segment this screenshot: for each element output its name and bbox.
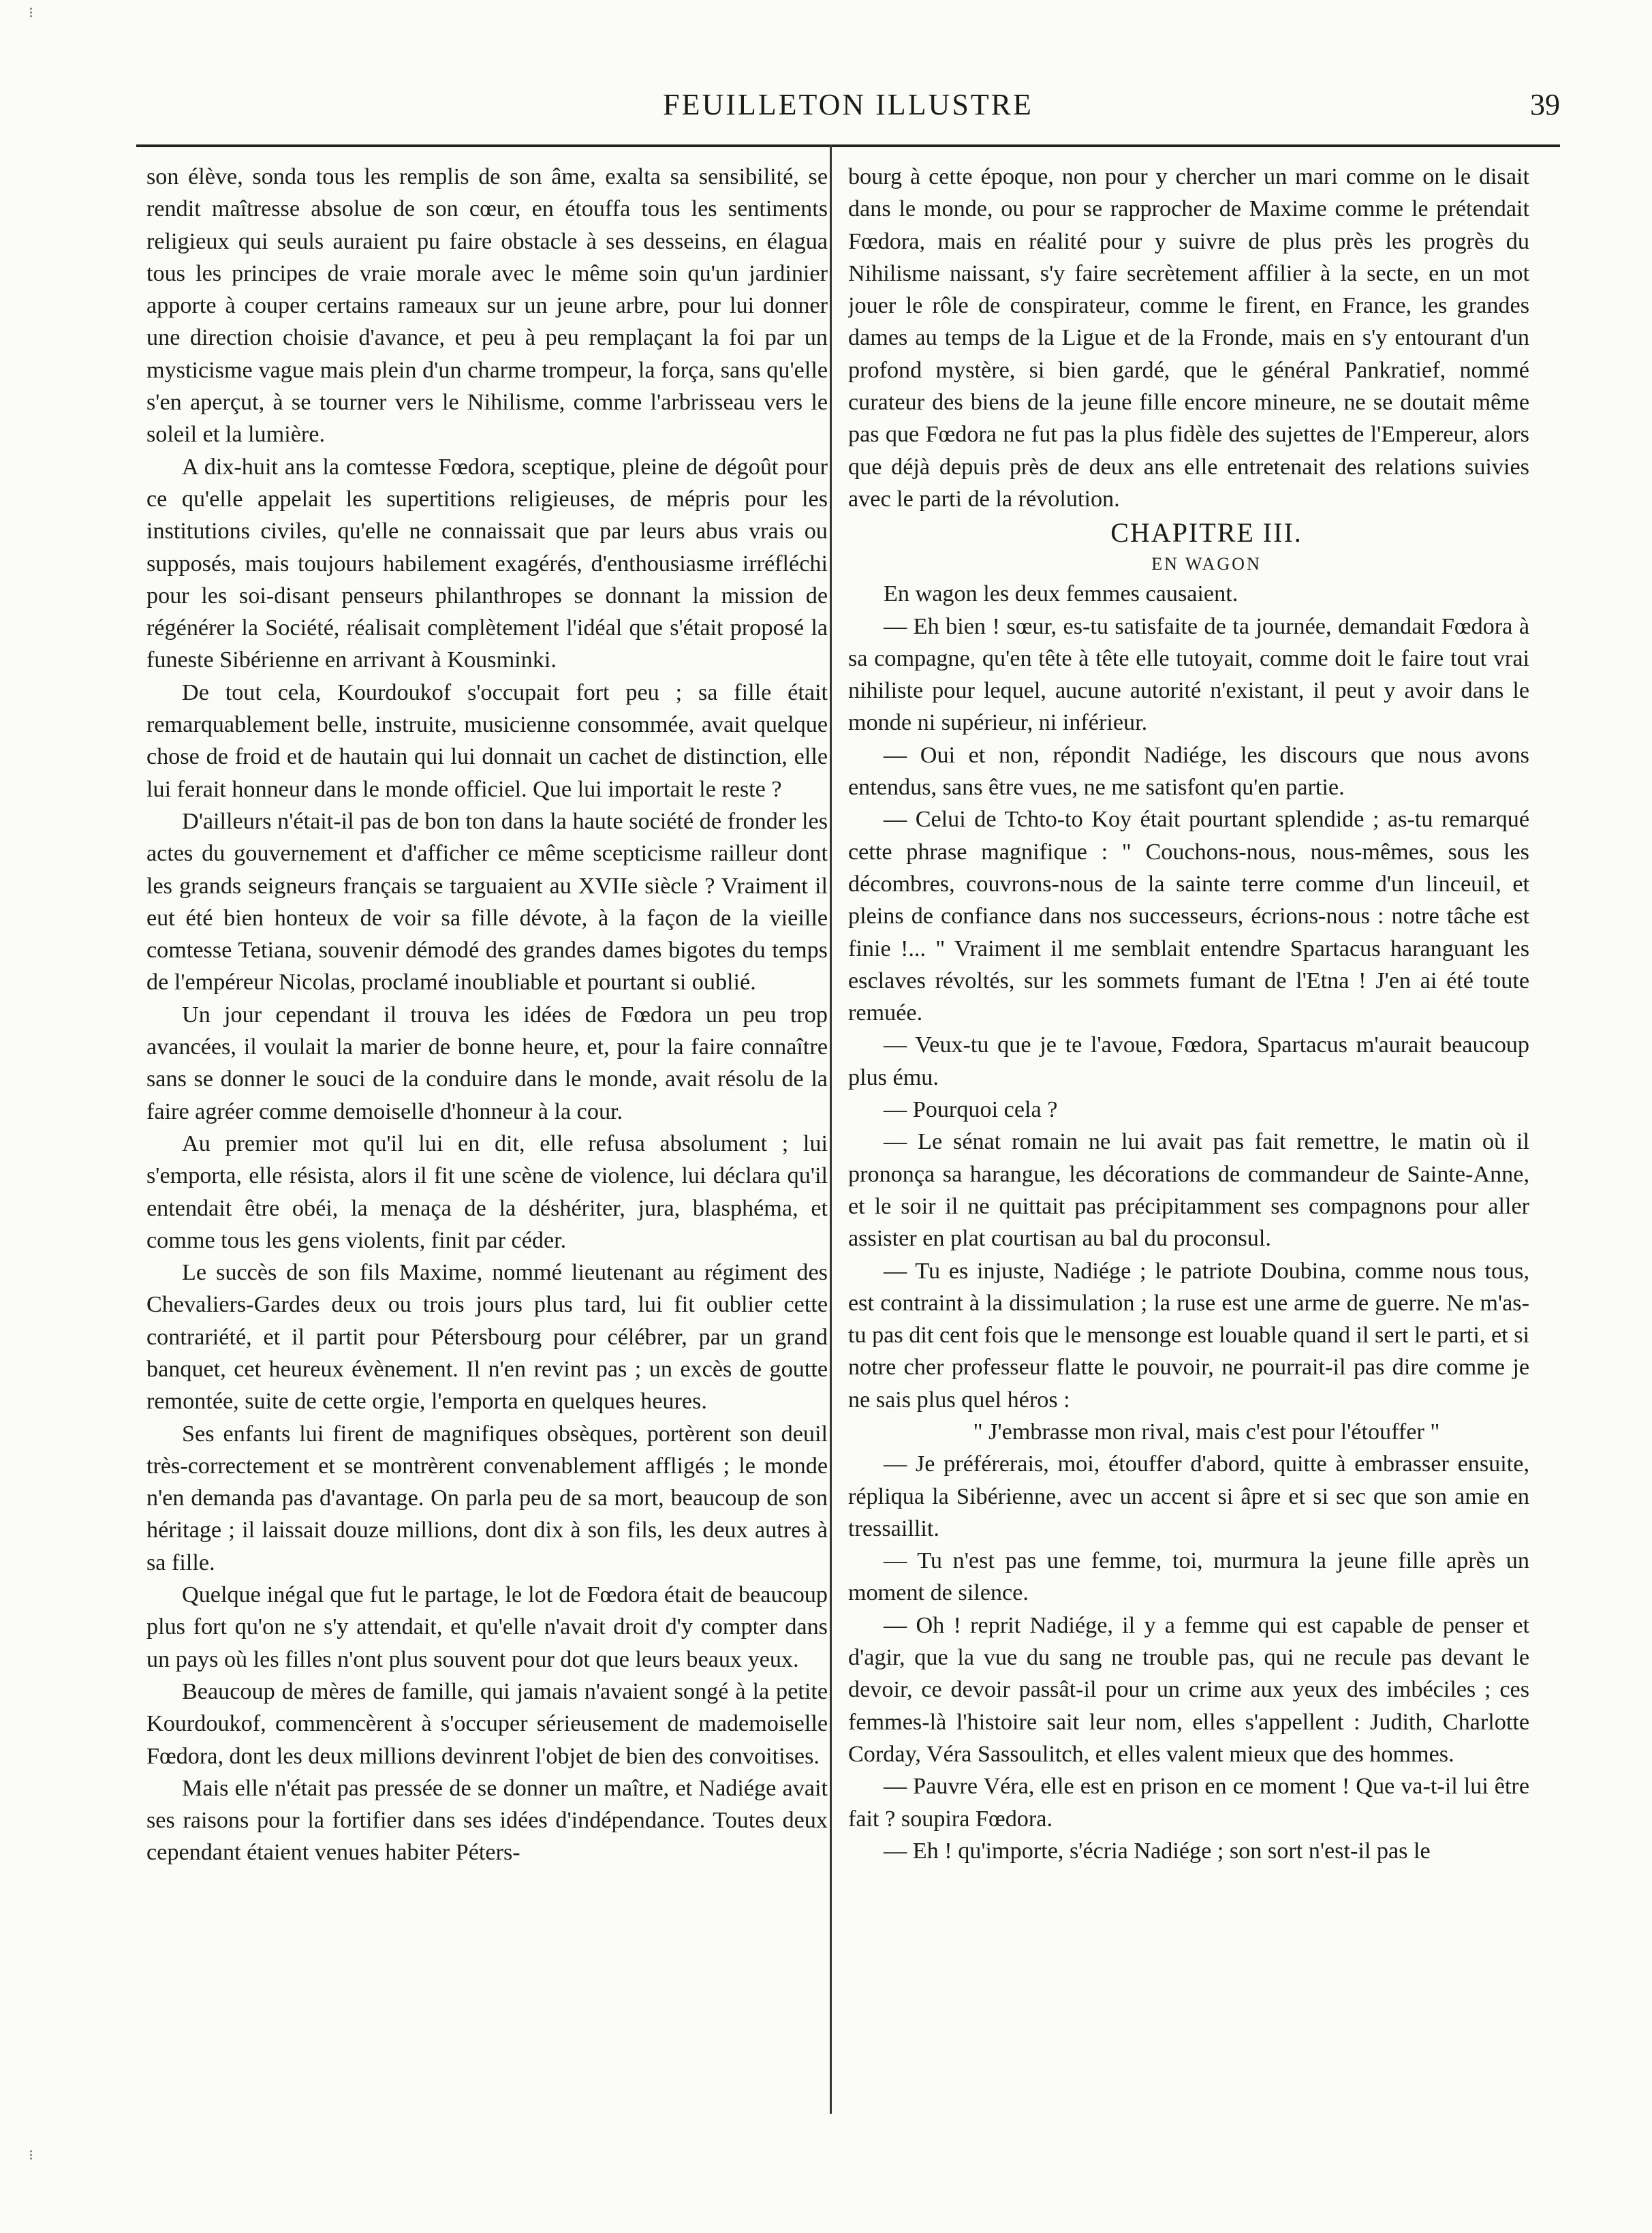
- paragraph: Quelque inégal que fut le partage, le lot de Fœdora était de beaucoup plus fort qu'on ne s'y attendait, et qu'elle n'avait droit d'y compter dans un pays où les filles n'ont plus souvent pour dot que leurs beaux yeux.: [146, 1582, 828, 1672]
- chapter-subtitle: EN WAGON: [1151, 554, 1262, 574]
- paragraph: Un jour cependant il trouva les idées de Fœdora un peu trop avancées, il voulait la marier de bonne heure, et, pour la faire connaître sans se donner le souci de la conduire dans le monde, avait résolu de la faire agréer comme demoiselle d'honneur à la cour.: [146, 1002, 828, 1124]
- left-column: [146, 161, 828, 2192]
- paragraph: Beaucoup de mères de famille, qui jamais n'avaient songé à la petite Kourdoukof, commencèrent à s'occuper sérieusement de mademoiselle Fœdora, dont les deux millions devinrent l'objet de bien des convoitises.: [146, 1678, 828, 1769]
- right-column: [848, 161, 1529, 2192]
- paragraph: Le succès de son fils Maxime, nommé lieutenant au régiment des Chevaliers-Gardes deux ou trois jours plus tard, lui fit oublier cette contrariété, et il partit pour Pétersbourg pour célébrer, par un grand banquet, cet heureux évènement. Il n'en revint pas ; un excès de goutte remontée, suite de cette orgie, l'emporta en quelques heures.: [146, 1260, 828, 1415]
- paragraph: A dix-huit ans la comtesse Fœdora, sceptique, pleine de dégoût pour ce qu'elle appelait les supertitions religieuses, de mépris pour les institutions civiles, qu'elle ne connaissait que par leurs abus vrais ou supposés, mais toujours habilement exagérés, d'enthousiasme irréfléchi pour les soi-disant penseurs philanthropes se donnant la mission de régénérer la Société, réalisait complètement l'idéal que s'était proposé la funeste Sibérienne en arrivant à Kousminki.: [146, 454, 828, 673]
- running-title: FEUILLETON ILLUSTRE: [663, 88, 1033, 121]
- paragraph: — Pauvre Véra, elle est en prison en ce moment ! Que va-t-il lui être fait ? soupira Fœdora.: [848, 1774, 1529, 1832]
- quotation: " J'embrasse mon rival, mais c'est pour l'étouffer ": [973, 1419, 1440, 1445]
- paragraph: — Eh bien ! sœur, es-tu satisfaite de ta journée, demandait Fœdora à sa compagne, qu'en tête à tête elle tutoyait, comme doit le faire tout vrai nihiliste pour lequel, aucune autorité n'existant, il peut y avoir dans le monde ni supérieur, ni inférieur.: [848, 613, 1529, 736]
- paragraph: — Oui et non, répondit Nadiége, les discours que nous avons entendus, sans être vues, ne me satisfont qu'en partie.: [848, 742, 1529, 801]
- paragraph: bourg à cette époque, non pour y chercher un mari comme on le disait dans le monde, ou pour se rapprocher de Maxime comme le prétendait Fœdora, mais en réalité pour y suivre de plus près les progrès du Nihilisme naissant, s'y faire secrètement affilier à la secte, en un mot jouer le rôle de conspirateur, comme le firent, en France, les grandes dames au temps de la Ligue et de la Fronde, mais en s'y entourant d'un profond mystère, si bien gardé, que le général Pankratief, nommé curateur des biens de la jeune fille encore mineure, ne se doutait même pas que Fœdora ne fut pas la plus fidèle des sujettes de l'Empereur, alors que déjà depuis près de deux ans elle entretenait des relations suivies avec le parti de la révolution.: [848, 164, 1529, 512]
- chapter-heading: CHAPITRE III.: [1110, 517, 1303, 549]
- paragraph: — Tu es injuste, Nadiége ; le patriote Doubina, comme nous tous, est contraint à la dissimulation ; la ruse est une arme de guerre. Ne m'as-tu pas dit cent fois que le mensonge est louable quand il sert le parti, et si notre cher professeur flatte le pouvoir, ne pourrait-il pas dire comme je ne sais plus quel héros :: [848, 1258, 1529, 1413]
- paragraph: — Tu n'est pas une femme, toi, murmura la jeune fille après un moment de silence.: [848, 1548, 1529, 1606]
- page-number: 39: [1530, 88, 1560, 121]
- paragraph: Ses enfants lui firent de magnifiques obsèques, portèrent son deuil très-correctement et se montrèrent convenablement affligés ; le monde n'en demanda pas d'avantage. On parla peu de sa mort, beaucoup de son héritage ; il laissait douze millions, dont dix à son fils, les deux autres à sa fille.: [146, 1421, 828, 1575]
- margin-mark: ⁝: [29, 2146, 33, 2163]
- paragraph: De tout cela, Kourdoukof s'occupait fort peu ; sa fille était remarquablement belle, instruite, musicienne consommée, avait quelque chose de froid et de hautain qui lui donnait un cachet de distinction, elle lui ferait honneur dans le monde officiel. Que lui importait le reste ?: [146, 679, 828, 802]
- paragraph: — Pourquoi cela ?: [884, 1097, 1058, 1123]
- paragraph: — Eh ! qu'importe, s'écria Nadiége ; son sort n'est-il pas le: [884, 1838, 1431, 1864]
- paragraph: En wagon les deux femmes causaient.: [884, 581, 1238, 607]
- paragraph: Mais elle n'était pas pressée de se donner un maître, et Nadiége avait ses raisons pour la fortifier dans ses idées d'indépendance. Toutes deux cependant étaient venues habiter Péters-: [146, 1775, 828, 1866]
- page-header: [136, 83, 1560, 124]
- paragraph: D'ailleurs n'était-il pas de bon ton dans la haute société de fronder les actes du gouvernement et d'afficher ce même scepticisme railleur dont les grands seigneurs français se targuaient au XVIIe siècle ? Vraiment il eut été bien honteux de voir sa fille dévote, à la façon de la vieille comtesse Tetiana, souvenir démodé des grandes dames bigotes du temps de l'empéreur Nicolas, proclamé inoubliable et pourtant si oublié.: [146, 808, 828, 996]
- paragraph: — Le sénat romain ne lui avait pas fait remettre, le matin où il prononça sa harangue, les décorations de commandeur de Sainte-Anne, et le soir il ne quittait pas précipitamment ses compagnons pour aller assister en plat courtisan au bal du proconsul.: [848, 1129, 1529, 1252]
- margin-mark: ⁝: [29, 4, 33, 21]
- paragraph: — Oh ! reprit Nadiége, il y a femme qui est capable de penser et d'agir, que la vue du sang ne trouble pas, qui ne recule pas devant le devoir, ce devoir passât-il pour un crime aux yeux des imbéciles ; ces femmes-là l'histoire sait leur nom, elles s'appellent : Judith, Charlotte Corday, Véra Sassoulitch, et elles valent mieux que des hommes.: [848, 1612, 1529, 1767]
- column-divider: [830, 144, 832, 2114]
- paragraph: — Je préférerais, moi, étouffer d'abord, quitte à embrasser ensuite, répliqua la Sibérienne, avec un accent si âpre et si sec que son amie en tressaillit.: [848, 1451, 1529, 1541]
- paragraph: — Veux-tu que je te l'avoue, Fœdora, Spartacus m'aurait beaucoup plus ému.: [848, 1032, 1529, 1090]
- paragraph: — Celui de Tchto-to Koy était pourtant splendide ; as-tu remarqué cette phrase magnifique : " Couchons-nous, nous-mêmes, sous les décombres, couvrons-nous de la sainte terre comme d'un linceuil, et pleins de confiance dans nos successeurs, écrions-nous : notre tâche est finie !... " Vraiment il me semblait entendre Spartacus haranguant les esclaves révoltés, sur les sommets fumant de l'Etna ! J'en ai été toute remuée.: [848, 807, 1529, 1026]
- paragraph: Au premier mot qu'il lui en dit, elle refusa absolument ; lui s'emporta, elle résista, alors il fit une scène de violence, lui déclara qu'il entendait être obéi, la menaça de la déshériter, jura, blasphéma, et comme tous les gens violents, finit par céder.: [146, 1130, 828, 1253]
- header-rule: [136, 144, 1560, 147]
- paragraph: son élève, sonda tous les remplis de son âme, exalta sa sensibilité, se rendit maîtresse absolue de son cœur, en étouffa tous les sentiments religieux qui seuls auraient pu faire obstacle à ses desseins, en élagua tous les principes de vraie morale avec le même soin qu'un jardinier apporte à couper certains rameaux sur un jeune arbre, pour lui donner une direction choisie d'avance, et peu à peu remplaçant la foi par un mysticisme vague mais plein d'un charme trompeur, la força, sans qu'elle s'en aperçut, à se tourner vers le Nihilisme, comme l'arbrisseau vers le soleil et la lumière.: [146, 164, 828, 448]
